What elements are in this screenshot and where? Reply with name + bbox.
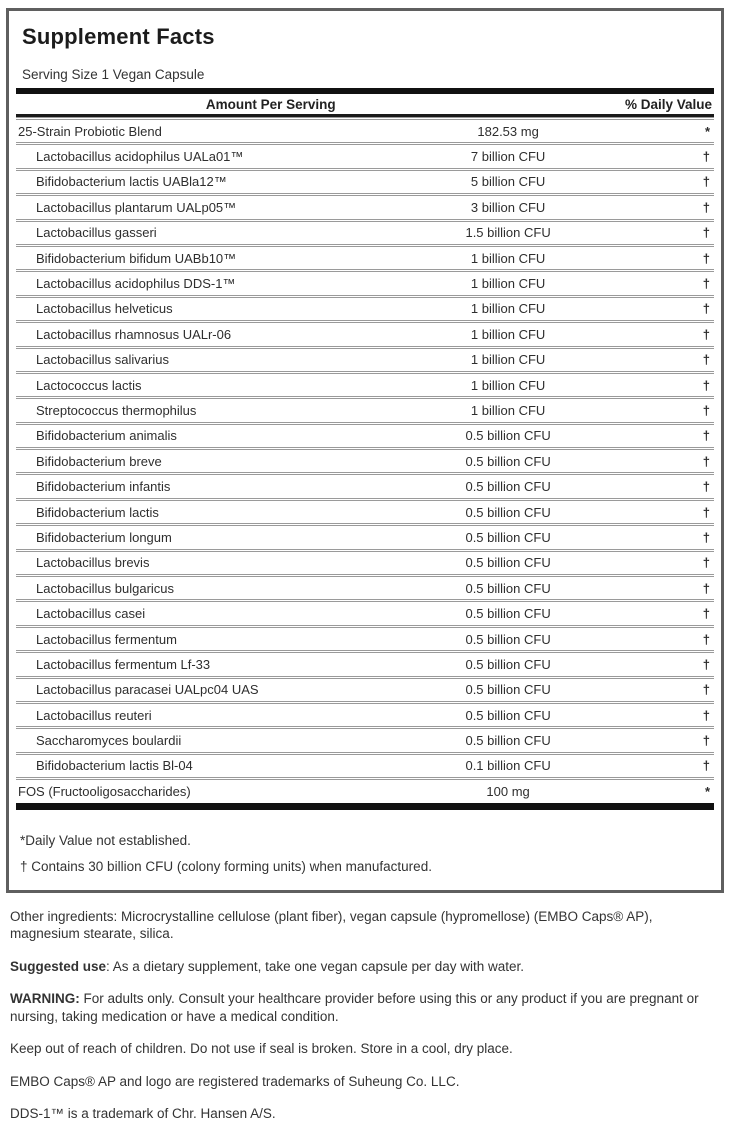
amount-per-serving-header: Amount Per Serving [205, 96, 336, 112]
ingredient-daily-value-symbol: † [702, 707, 710, 723]
ingredient-daily-value-symbol: † [702, 758, 710, 774]
ingredient-name: Lactococcus lactis [36, 377, 142, 393]
ingredient-amount: 1 billion CFU [470, 326, 546, 342]
ingredient-name: Saccharomyces boulardii [36, 733, 182, 749]
ingredient-amount: 0.5 billion CFU [465, 555, 551, 571]
paragraph-text: For adults only. Consult your healthcare provider before using this or any product if you are pregnant or nursing, taking medication or have a medical condition. [10, 991, 699, 1024]
ingredient-name: Bifidobacterium lactis [36, 504, 159, 520]
ingredient-amount: 0.5 billion CFU [465, 631, 551, 647]
info-paragraph [10, 990, 720, 1025]
ingredient-amount: 5 billion CFU [470, 174, 546, 190]
ingredient-name: Lactobacillus salivarius [36, 352, 169, 368]
ingredient-daily-value-symbol: † [702, 402, 710, 418]
ingredient-daily-value-symbol: † [702, 631, 710, 647]
paragraph-label: Suggested use [10, 958, 107, 974]
ingredient-daily-value-symbol: † [702, 352, 710, 368]
ingredient-amount: 0.5 billion CFU [465, 656, 551, 672]
ingredient-daily-value-symbol: * [704, 123, 710, 139]
info-paragraph [10, 1040, 720, 1058]
footnote-text: † Contains 30 billion CFU (colony forming units) when manufactured. [20, 858, 432, 874]
table-row [16, 472, 714, 497]
ingredient-name: Lactobacillus acidophilus UALa01™ [36, 149, 244, 165]
ingredient-daily-value-symbol: † [702, 326, 710, 342]
ingredient-name: Lactobacillus casei [36, 606, 146, 622]
table-row [16, 396, 714, 421]
ingredient-amount: 1 billion CFU [470, 276, 546, 292]
ingredient-daily-value-symbol: † [702, 733, 710, 749]
daily-value-header: % Daily Value [624, 96, 712, 112]
ingredient-daily-value-symbol: † [702, 276, 710, 292]
ingredient-name: Streptococcus thermophilus [36, 402, 197, 418]
ingredient-name: Bifidobacterium infantis [36, 479, 171, 495]
ingredient-name: FOS (Fructooligosaccharides) [18, 783, 191, 799]
ingredient-daily-value-symbol: † [702, 453, 710, 469]
ingredient-amount: 1 billion CFU [470, 402, 546, 418]
table-row [16, 219, 714, 244]
table-row [16, 422, 714, 447]
footnote-text: *Daily Value not established. [20, 832, 191, 848]
table-row [16, 574, 714, 599]
table-row [16, 650, 714, 675]
ingredient-daily-value-symbol: † [702, 250, 710, 266]
ingredient-name: Bifidobacterium bifidum UABb10™ [36, 250, 237, 266]
info-paragraph [10, 1073, 720, 1091]
ingredient-table [16, 117, 714, 803]
ingredient-daily-value-symbol: † [702, 529, 710, 545]
ingredient-amount: 0.5 billion CFU [465, 529, 551, 545]
ingredient-daily-value-symbol: † [702, 682, 710, 698]
table-row [16, 117, 714, 142]
ingredient-daily-value-symbol: † [702, 225, 710, 241]
ingredient-amount: 1 billion CFU [470, 377, 546, 393]
ingredient-daily-value-symbol: † [702, 199, 710, 215]
table-row [16, 498, 714, 523]
ingredient-daily-value-symbol: † [702, 555, 710, 571]
table-row [16, 295, 714, 320]
divider-thick-bottom [16, 803, 714, 810]
ingredient-amount: 0.5 billion CFU [465, 733, 551, 749]
ingredient-name: Lactobacillus reuteri [36, 707, 152, 723]
ingredient-name: Lactobacillus acidophilus DDS-1™ [36, 276, 236, 292]
table-row [16, 701, 714, 726]
table-row [16, 193, 714, 218]
table-row [16, 320, 714, 345]
ingredient-name: Lactobacillus bulgaricus [36, 580, 175, 596]
ingredient-daily-value-symbol: * [704, 783, 710, 799]
ingredient-amount: 0.1 billion CFU [465, 758, 551, 774]
ingredient-daily-value-symbol: † [702, 504, 710, 520]
ingredient-daily-value-symbol: † [702, 479, 710, 495]
table-row [16, 726, 714, 751]
ingredient-amount: 0.5 billion CFU [465, 428, 551, 444]
table-row [16, 549, 714, 574]
ingredient-name: Lactobacillus fermentum Lf-33 [36, 656, 211, 672]
ingredient-amount: 182.53 mg [477, 123, 539, 139]
ingredient-amount: 0.5 billion CFU [465, 504, 551, 520]
ingredient-amount: 0.5 billion CFU [465, 707, 551, 723]
table-row [16, 244, 714, 269]
table-row [16, 523, 714, 548]
ingredient-name: Bifidobacterium breve [36, 453, 162, 469]
paragraph-text: Other ingredients: Microcrystalline cellulose (plant fiber), vegan capsule (hypromellose) (EMBO Caps® AP), magnesium stearate, silica. [10, 908, 653, 942]
label-info-section [10, 908, 720, 1123]
ingredient-name: Lactobacillus paracasei UALpc04 UAS [36, 682, 259, 698]
ingredient-amount: 1 billion CFU [470, 301, 546, 317]
table-row [16, 269, 714, 294]
ingredient-amount: 1 billion CFU [470, 352, 546, 368]
ingredient-daily-value-symbol: † [702, 301, 710, 317]
ingredient-amount: 0.5 billion CFU [465, 479, 551, 495]
ingredient-daily-value-symbol: † [702, 606, 710, 622]
ingredient-amount: 7 billion CFU [470, 149, 546, 165]
ingredient-amount: 0.5 billion CFU [465, 682, 551, 698]
ingredient-amount: 3 billion CFU [470, 199, 546, 215]
info-paragraph [10, 958, 720, 976]
table-row [16, 625, 714, 650]
ingredient-name: Lactobacillus gasseri [36, 225, 157, 241]
ingredient-amount: 0.5 billion CFU [465, 580, 551, 596]
table-row [16, 676, 714, 701]
table-header-row [16, 94, 714, 117]
info-paragraph [10, 908, 720, 943]
ingredient-name: Bifidobacterium animalis [36, 428, 177, 444]
serving-size-text: Serving Size 1 Vegan Capsule [22, 67, 205, 82]
table-row [16, 371, 714, 396]
footnotes [16, 810, 714, 890]
ingredient-name: Bifidobacterium lactis Bl-04 [36, 758, 193, 774]
ingredient-amount: 1 billion CFU [470, 250, 546, 266]
ingredient-amount: 0.5 billion CFU [465, 453, 551, 469]
ingredient-name: Bifidobacterium lactis UABla12™ [36, 174, 227, 190]
ingredient-daily-value-symbol: † [702, 580, 710, 596]
ingredient-name: Lactobacillus rhamnosus UALr-06 [36, 326, 232, 342]
table-row [16, 599, 714, 624]
paragraph-text: EMBO Caps® AP and logo are registered trademarks of Suheung Co. LLC. [10, 1073, 460, 1089]
table-row [16, 168, 714, 193]
paragraph-label: WARNING: [10, 991, 80, 1007]
table-row [16, 447, 714, 472]
ingredient-name: Lactobacillus helveticus [36, 301, 173, 317]
ingredient-daily-value-symbol: † [702, 656, 710, 672]
paragraph-text: Keep out of reach of children. Do not use if seal is broken. Store in a cool, dry place. [10, 1041, 513, 1057]
table-row [16, 752, 714, 777]
paragraph-text: DDS-1™ is a trademark of Chr. Hansen A/S. [10, 1106, 276, 1122]
ingredient-name: Lactobacillus plantarum UALp05™ [36, 199, 237, 215]
ingredient-amount: 0.5 billion CFU [465, 606, 551, 622]
ingredient-name: Lactobacillus brevis [36, 555, 150, 571]
ingredient-amount: 1.5 billion CFU [465, 225, 551, 241]
ingredient-name: Lactobacillus fermentum [36, 631, 177, 647]
ingredient-daily-value-symbol: † [702, 428, 710, 444]
table-row [16, 346, 714, 371]
ingredient-amount: 100 mg [486, 783, 530, 799]
panel-title: Supplement Facts [22, 24, 215, 49]
ingredient-daily-value-symbol: † [702, 149, 710, 165]
supplement-facts-panel [6, 8, 724, 893]
table-row [16, 777, 714, 802]
paragraph-text: : As a dietary supplement, take one vegan capsule per day with water. [106, 958, 525, 974]
ingredient-daily-value-symbol: † [702, 377, 710, 393]
ingredient-daily-value-symbol: † [702, 174, 710, 190]
info-paragraph [10, 1105, 720, 1123]
ingredient-name: Bifidobacterium longum [36, 529, 172, 545]
ingredient-name: 25-Strain Probiotic Blend [18, 123, 162, 139]
table-row [16, 142, 714, 167]
